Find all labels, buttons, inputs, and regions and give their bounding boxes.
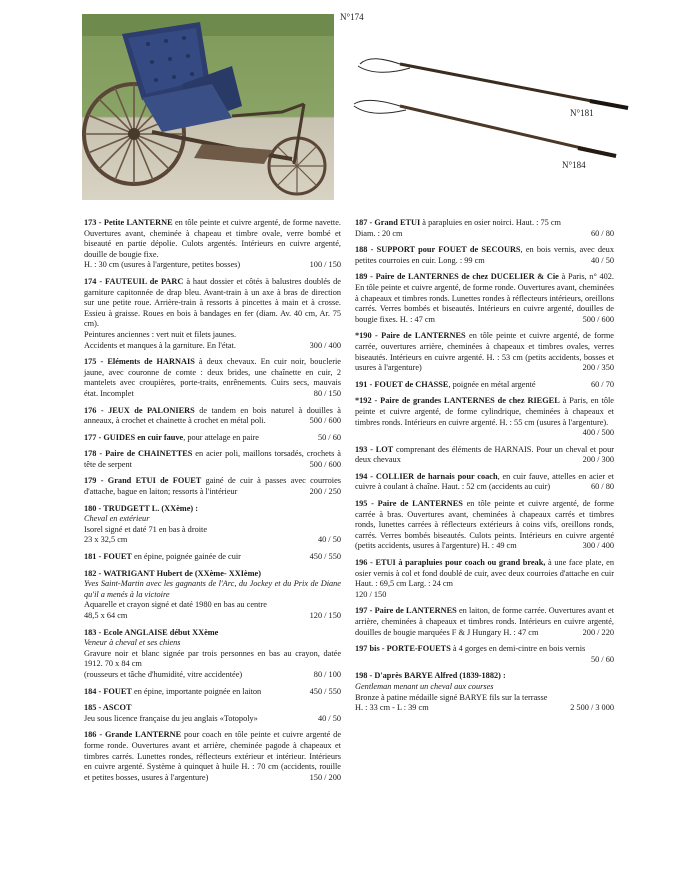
- lot-description: Bronze à patine médaille signé BARYE fils sur la terrasse: [355, 692, 548, 702]
- lot-entry: [84, 433, 341, 444]
- lot-entry: [355, 671, 614, 713]
- lot-estimate: 200 / 300: [582, 455, 614, 465]
- lot-estimate: 40 / 50: [590, 255, 614, 265]
- lot-entry: [355, 380, 614, 391]
- lot-description: en laiton, de forme carrée. Ouvertures avant et arrière, cheminées à chapeaux et timbres ronds. Intérieurs en cuivre argenté, douilles de bougie marquées F & J Hungary H. : 47 cm: [355, 606, 614, 637]
- lot-detail: Aquarelle et crayon signé et daté 1980 en bas au centre: [84, 600, 267, 610]
- lot-detail: H. : 30 cm (usures à l'argenture, petites bosses) 100 / 150: [84, 260, 341, 270]
- lot-entry: [355, 472, 614, 493]
- lot-detail: (rousseurs et tâche d'humidité, vitre accidentée) 80 / 100: [84, 669, 341, 679]
- lot-heading: 193 - LOT: [355, 444, 394, 454]
- lot-heading: 195 - Paire de LANTERNES: [355, 499, 463, 509]
- lot-description: en tôle peinte et cuivre argenté, de forme carrée à bras. Ouvertures avant, cheminées à chapeaux carrés et timbres ronds, lunettes carrées à réflecteurs extérieurs à coins vifs, oreillons ronds, carrés. Verres bombés biseautés. Culots peints. Intérieurs en cuivre argenté (petits accidents, usures à l'argenture) H. : 49 cm: [355, 499, 614, 551]
- lot-description: à parapluies en osier noirci. Haut. : 75 cm: [420, 218, 562, 227]
- lot-entry: [355, 558, 614, 600]
- lot-estimate: 40 / 50: [317, 713, 341, 723]
- lot-description: en acier poli, maillons torsadés, crochets à tête de serpent: [84, 449, 341, 469]
- lot-heading: 176 - JEUX de PALONIERS: [84, 405, 195, 415]
- lot-184-caption: N°184: [562, 160, 586, 170]
- lot-entry: [84, 476, 341, 497]
- lot-entry: [355, 445, 614, 466]
- lot-description: , en cuir fauve, attelles en acier et cuivre à coulant à chaîne. Haut. : 52 cm (accidents au cuir): [355, 471, 614, 492]
- lot-heading: 186 - Grande LANTERNE: [84, 730, 182, 740]
- lot-description: en tôle peinte et cuivre argenté, de forme navette. Ouvertures avant, cheminée à chapeau et timbre ovale, verre bombé et biseauté en partie dépolie. Culots argentés. Intérieurs en cuivre argenté, douille de bougie fixe.: [84, 218, 341, 259]
- lot-detail: 120 / 150: [355, 589, 387, 599]
- lot-detail: Isorel signé et daté 71 en bas à droite: [84, 524, 208, 534]
- lot-entry: [355, 644, 614, 665]
- left-column: [84, 218, 341, 789]
- lot-estimate: 500 / 600: [582, 314, 614, 324]
- lot-heading: 188 - SUPPORT pour FOUET de SECOURS: [355, 245, 521, 255]
- lot-description: comprenant des éléments de HARNAIS. Pour un cheval et pour deux chevaux: [355, 444, 614, 465]
- lot-estimate: 200 / 350: [582, 363, 614, 373]
- lot-heading: 174 - FAUTEUIL de PARC: [84, 276, 184, 286]
- lot-heading: 179 - Grand ETUI de FOUET: [84, 476, 202, 486]
- lot-entry: [355, 396, 614, 438]
- lot-entry: [84, 730, 341, 783]
- lot-estimate: 300 / 400: [309, 340, 341, 350]
- lot-heading: 194 - COLLIER de harnais pour coach: [355, 471, 498, 481]
- lot-estimate: 300 / 400: [582, 541, 614, 551]
- lot-estimate: 60 / 80: [590, 228, 614, 238]
- lot-estimate: 80 / 100: [313, 669, 341, 679]
- lot-estimate: 450 / 550: [309, 686, 341, 696]
- lot-entry: [84, 449, 341, 470]
- lot-estimate: 200 / 220: [582, 627, 614, 637]
- lot-estimate: 100 / 150: [309, 260, 341, 270]
- lot-entry: [84, 687, 341, 698]
- lot-entry: [84, 218, 341, 271]
- lot-description: Gravure noir et blanc signée par trois personnes en bas au crayon, datée 1912. 70 x 84 cm: [84, 648, 341, 669]
- lot-estimate: 50 / 60: [317, 432, 341, 442]
- lot-entry: [355, 218, 614, 239]
- lot-estimate: 500 / 600: [309, 416, 341, 426]
- lot-heading: *190 - Paire de LANTERNES: [355, 331, 466, 341]
- lot-description: à Paris, n° 402. En tôle peinte et cuivre argenté, de forme ronde. Ouvertures avant, cheminées à chapeaux et timbres ronds. Lunettes rondes à réflecteurs intérieurs, oreillons carrés. Verres bombés et biseautés. Intérieurs en cuivre argenté, douilles de bougie fixes. H. : 47 cm: [355, 272, 614, 324]
- lot-estimate: 60 / 80: [590, 482, 614, 492]
- lot-heading: 184 - FOUET: [84, 686, 132, 696]
- lot-entry: [84, 357, 341, 399]
- lot-estimate: 120 / 150: [309, 611, 341, 620]
- lot-estimate: 450 / 550: [309, 552, 341, 562]
- lot-heading: 185 - ASCOT: [84, 703, 132, 713]
- lot-description: en épine, poignée gainée de cuir: [131, 552, 241, 562]
- whips-photo: [340, 40, 640, 190]
- lot-heading: *192 - Paire de grandes LANTERNES de chez RIEGEL: [355, 396, 560, 406]
- lot-entry: [355, 606, 614, 638]
- lot-title-italic: Yves Saint-Martin avec les gagnants de l'Arc, du Jockey et du Prix de Diane qu'il a menés à la victoire: [84, 579, 341, 599]
- lot-estimate: 500 / 600: [309, 459, 341, 469]
- lot-entry: [84, 703, 341, 724]
- lot-description: , en bois vernis, avec deux petites courroies en cuir. Long. : 99 cm: [355, 245, 614, 265]
- lot-estimate: 400 / 500: [582, 428, 614, 438]
- lot-heading: 197 bis - PORTE-FOUETS: [355, 644, 451, 654]
- lot-description: de tandem en bois naturel à douilles à anneaux, à crochet et chainette à crochet en métal poli.: [84, 405, 341, 426]
- lot-entry: [84, 504, 341, 546]
- lot-estimate: 40 / 50: [317, 535, 341, 545]
- lot-heading: 173 - Petite LANTERNE: [84, 218, 173, 227]
- lot-detail: Diam. : 20 cm 60 / 80: [355, 228, 614, 238]
- lot-description: à 4 gorges en demi-cintre en bois vernis: [450, 644, 586, 654]
- lot-heading: 189 - Paire de LANTERNES de chez DUCELIER & Cie: [355, 272, 559, 282]
- lot-description: , poignée en métal argenté: [448, 379, 536, 389]
- lot-174-caption: N°174: [340, 12, 364, 22]
- lot-estimate: 2 500 / 3 000: [570, 703, 614, 713]
- lot-heading: 180 - TRUDGETT L. (XXème) :: [84, 503, 199, 513]
- lot-detail: Accidents et manques à la garniture. En l'état. 300 / 400: [84, 340, 341, 350]
- lot-estimate: 80 / 150: [313, 388, 341, 398]
- lot-heading: 196 - ETUI à parapluies pour coach ou grand break,: [355, 558, 546, 568]
- lot-estimate: 150 / 200: [309, 772, 341, 782]
- lot-detail: H. : 33 cm - L : 39 cm 2 500 / 3 000: [355, 703, 614, 713]
- lot-heading: 177 - GUIDES en cuir fauve: [84, 432, 184, 442]
- lot-estimate: 60 / 70: [590, 379, 614, 389]
- lot-entry: [84, 406, 341, 427]
- lot-detail: Jeu sous licence française du jeu anglais «Totopoly» 40 / 50: [84, 713, 341, 723]
- lot-title-italic: Cheval en extérieur: [84, 514, 150, 524]
- lot-description: gainé de cuir à passes avec courroies d'attache, bague en laiton; ressorts à l'intérieur: [84, 476, 341, 497]
- lot-description: à une face plate, en osier vernis à col et fond doublé de cuir, avec deux courroies d'attache en cuir Haut. : 69,5 cm Larg. : 24 cm: [355, 558, 615, 589]
- lot-entry: [84, 628, 341, 681]
- lot-heading: 182 - WATRIGANT Hubert de (XXème- XXIème): [84, 568, 261, 578]
- lot-heading: 183 - Ecole ANGLAISE début XXème: [84, 627, 219, 637]
- lot-description: à haut dossier et côtés à balustres doublés de garniture capitonnée de drap bleu. Avant-train à un axe à bras de direction sur une petite roue. Arrière-train à ressorts à pincettes à main et à crosse. Essieu à graisse. Roues en bois à bandages en fer (diam. Av. 40 cm, Ar. 75 cm).: [84, 276, 341, 329]
- lot-entry: [84, 569, 341, 622]
- lot-heading: 187 - Grand ETUI: [355, 218, 421, 227]
- lot-heading: 181 - FOUET: [84, 552, 132, 562]
- right-column: [355, 218, 614, 720]
- lot-description: en épine, importante poignée en laiton: [131, 686, 262, 696]
- lot-entry: [355, 245, 614, 266]
- lot-heading: 198 - D'après BARYE Alfred (1839-1882) :: [355, 671, 506, 681]
- lot-heading: 197 - Paire de LANTERNES: [355, 606, 457, 616]
- lot-entry: [355, 499, 614, 552]
- lot-174-photo: [82, 14, 334, 200]
- lot-description: à Paris, en tôle peinte et cuivre argenté, de forme cylindrique, cheminées à chapeaux et timbres ronds. Intérieurs en cuivre argenté. H. : 55 cm (usures à l'argenture).: [355, 396, 614, 427]
- lot-title-italic: Veneur à cheval et ses chiens: [84, 638, 181, 648]
- lot-heading: 175 - Eléments de HARNAIS: [84, 357, 195, 367]
- lot-heading: 191 - FOUET de CHASSE: [355, 379, 449, 389]
- lot-detail: Peintures anciennes : vert nuit et filets jaunes.: [84, 329, 237, 339]
- lot-description: en tôle peinte et cuivre argenté, de forme carrée, ouvertures arrière, cheminées à chapeaux et timbres ovales, verres biseautés. Intérieurs en cuivre argenté. H. : 53 cm (petits accidents, bosses et usures à l'argenture): [355, 331, 614, 373]
- lot-entry: [355, 331, 614, 373]
- lot-description: pour coach en tôle peinte et cuivre argenté de forme ronde. Ouvertures avant et arrière, cheminée pagode à chapeaux et timbres carrés. Lunettes rondes, réflecteurs extérieur et intérieur. Intérieurs en cuivre argenté. Système à quinquet à huile H. : 70 cm (accidents, rouille et petites bosses, usures à l'argenture): [84, 730, 341, 782]
- lot-description: à deux chevaux. En cuir noir, bouclerie jaune, avec couronne de comte : deux brides, une chaînette en cuir, 2 mantelets avec croupières, porte-traits, enrênements. Cuirs secs, mauvais état. Incomplet: [84, 357, 341, 398]
- lot-description: , pour attelage en paire: [183, 432, 259, 442]
- lot-heading: 178 - Paire de CHAINETTES: [84, 449, 193, 459]
- lot-estimate: 50 / 60: [590, 654, 614, 664]
- lot-181-caption: N°181: [570, 108, 594, 118]
- lot-entry: [84, 277, 341, 351]
- lot-entry: [84, 552, 341, 563]
- lot-estimate: 200 / 250: [309, 487, 341, 497]
- lot-entry: [355, 272, 614, 325]
- lot-detail: 48,5 x 64 cm 120 / 150: [84, 611, 341, 620]
- lot-detail: 23 x 32,5 cm 40 / 50: [84, 535, 341, 545]
- lot-title-italic: Gentleman menant un cheval aux courses: [355, 681, 494, 691]
